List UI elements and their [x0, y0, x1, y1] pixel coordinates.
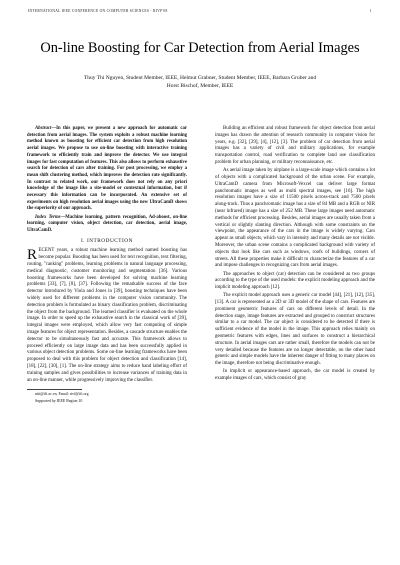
index-terms: [27, 215, 187, 235]
paper-title: On-line Boosting for Car Detection from Aerial Images: [40, 40, 360, 56]
index-terms-label: Index Terms: [35, 214, 61, 220]
right-paragraph-2: As aerial image taken by airplane is a large-scale image which contains a lot of objects with a complicated background of the urban scene. For example, UltraCamD camera from Microsoft-Vexcel can deliver large format panchromatic images as well as multi spectral images, see [16]. The high resolution images have a size of 11500 pixels across-track and 7500 pixels along-track. Thus a panchromatic image has a size of 84 MB and a RGB or NIR (near infrared) image has a size of 252 MB. These large images need automatic methods for efficient processing. Besides, aerial images are usually taken from a vertical or slightly slanting direction. Although with some constraints on the viewpoint, the appearance of the cars in the image is widely varying. Cars appear as small objects, which vary in intensity and many details are not visible. Moreover, the urban scene contains a complicated background with variety of objects that look like cars such as windows, roofs of buildings, corners of streets. All these properties make it difficult to characterize the features of a car and impose challenges in recognizing cars from aerial images.: [215, 168, 375, 269]
right-paragraph-1: Building an efficient and robust framework for object detection from aerial images has drawn the attention of research community in computer vision for years, e.g. [32], [29], [4], [12], [3]. The problem of car detection from aerial images has a variety of civil and military applications, for example transportation control, road verification to complete land use classification problem for urban planning, or military reconnaissance, etc.: [215, 126, 375, 165]
abstract: [27, 126, 187, 213]
index-terms-text: —Machine learning, pattern recognition, Ad-aboost, on-line learning, computer vision, object detection, car detection, aerial image, UltraCamD.: [27, 214, 187, 233]
footnote-support: Supported by IEEE Region 10: [35, 398, 83, 403]
right-paragraph-3: The approaches to object (car) detection can be considered as two groups according to the type of the used models: the explicit modeling approach and the implicit modeling approach [12].: [215, 271, 375, 291]
author-line-1: Thuy Thi Nguyen, Student Member, IEEE, Helmut Grabner, Student Member, IEEE, Barbara Gruber and: [83, 75, 317, 81]
running-header: [28, 9, 372, 13]
drop-cap: R: [27, 246, 38, 263]
abstract-text: —In this paper, we present a new approach for automatic car detection from aerial images. The system exploits a robust machine learning method known as boosting for efficient car detection from high resolution aerial images. We propose to use on-line boosting with interactive training framework to efficiently train and improve the detector. We use integral images for fast computation of features. This also allows to perform exhaustive search for detection of cars after training. For post processing, we employ a mean shift clustering method, which improves the detection rate significantly. In contrast to related work, our framework does not rely on any priori knowledge of the image like a site-model or contextual information, but if necessary this information can be incorporated. An extensive set of experiments on high resolution aerial images using the new UltraCamD shows the superiority of our approach.: [27, 126, 187, 212]
right-column: [215, 126, 375, 384]
header-page-number: 1: [369, 9, 372, 13]
abstract-label: Abstract: [35, 126, 52, 131]
footnote-email: nttt@ifi.ac.vn, Email: rivf@ifi.org: [35, 392, 89, 397]
footnote-rule: [27, 389, 82, 390]
author-line-2: Horst Bischof, Member, IEEE: [166, 82, 234, 89]
right-paragraph-4: The explicit model approach uses a generic car model [44], [21], [12], [35], [13]. A car is represented as a 2D or 3D model of the shape of cars. Features are prominent geometric features of cars on different levels of detail. In the detection stage, image features are extracted and grouped to construct structures similar to a car model. The car object is considered to be detected if there is sufficient evidence of the model in the image. This approach relies mainly on geometric features with edges, lines and surfaces to construct a hierarchical structure. In aerial images cars are rather small, therefore the models can not be very detailed because the features are no longer detectable, on the other hand generic and simple models have the inherent danger of fitting to many places on the image, therefore not being discriminative enough.: [215, 293, 375, 367]
header-conference: INTERNATIONAL IEEE CONFERENCE ON COMPUTER SCIENCES - RIVF'08: [28, 9, 168, 13]
right-paragraph-5: In implicit or appearance-based approach, the car model is created by example images of cars, which consist of gray: [215, 369, 375, 382]
intro-paragraph-1: [27, 248, 187, 384]
left-column: [27, 126, 187, 405]
author-block: [30, 75, 370, 90]
intro-paragraph-1-text: ECENT years, a robust machine learning method named boosting has become popular. Boosting has been used for text recognition, text filtering, routing, "ranking" problems, learning problems in natural language processing, medical diagnostic, customer monitoring and segmentation [36]. Various boosting frameworks have been developed for solving machine learning problems [33], [7], [8], [37]. Following the remarkable success of the face detector introduced by Viola and Jones in [39], boosting techniques have been widely used for different problems in the computer vision community. The detection problem is formulated as binary classification problem, discriminating the object from the background. The learned classifier is evaluated on the whole image. In order to speed up the exhaustive search in the classical work of [39], integral images were employed, which allow very fast computing of simple image features for object representation. Besides, a cascade structure enables the detector to be simultaneously fast and accurate. This framework allows to proceed efficiently on large image data and has been successfully applied in various object detection problems. Some on-line learning frameworks have been proposed to deal with this problem for object detection and classification [14], [18], [22], [30], [1]. The on-line strategy aims to reduce hand labeling effort of training samples and gives possibilities to increase variances of training data in an on-line manner, while progressively improving the classifier.: [27, 248, 187, 383]
section-heading-introduction: I. INTRODUCTION: [81, 237, 133, 244]
